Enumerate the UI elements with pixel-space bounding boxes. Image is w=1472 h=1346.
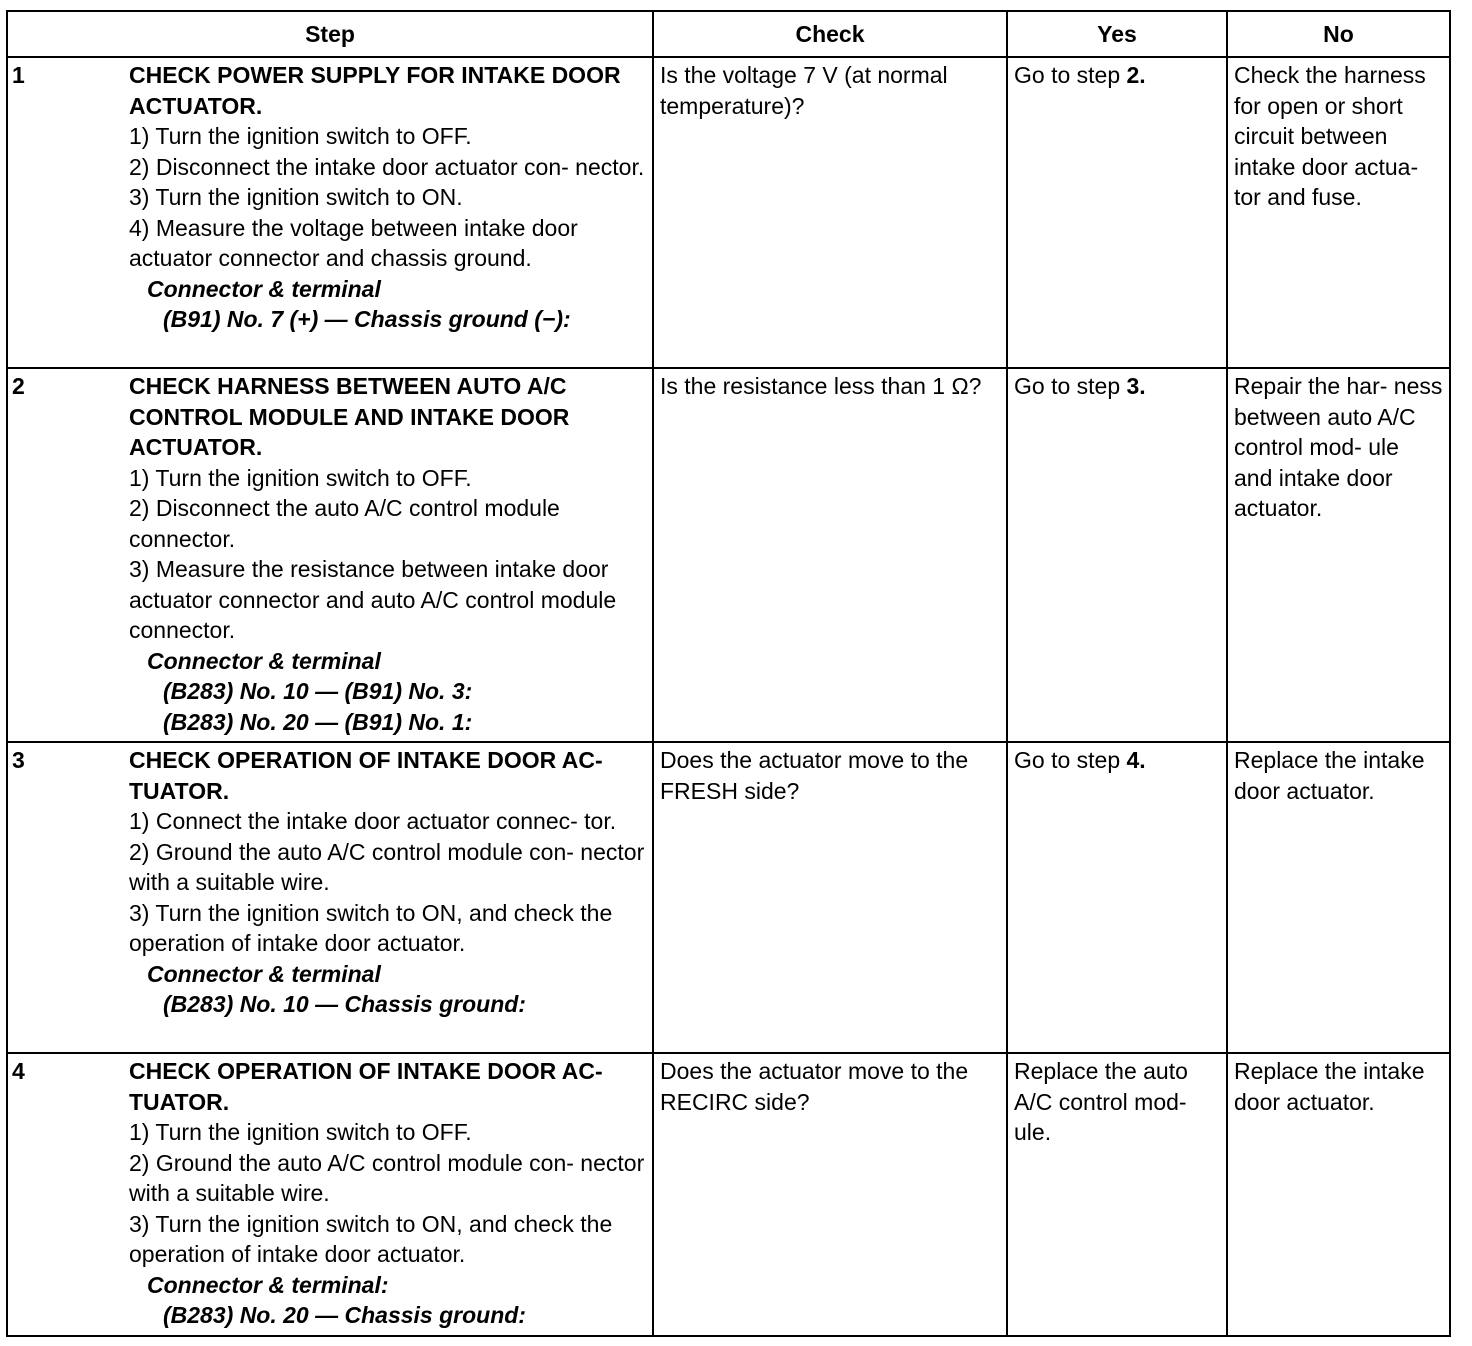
yes-cell <box>1007 368 1227 742</box>
yes-text: Go to step <box>1014 373 1127 399</box>
yes-text: Go to step <box>1014 747 1127 773</box>
yes-text: Replace the auto A/C control mod- ule. <box>1014 1058 1188 1145</box>
header-yes: Yes <box>1007 11 1227 57</box>
no-cell: Replace the intake door actuator. <box>1227 742 1450 1053</box>
yes-cell <box>1007 1053 1227 1336</box>
step-instruction: 3) Turn the ignition switch to ON, and check the operation of intake door actuator. <box>129 899 613 956</box>
step-heading: CHECK OPERATION OF INTAKE DOOR AC- TUATOR. <box>129 1058 603 1115</box>
check-cell: Is the resistance less than 1 Ω? <box>653 368 1007 742</box>
step-instruction: 2) Disconnect the intake door actuator con- nector. <box>129 153 645 180</box>
check-cell: Does the actuator move to the FRESH side? <box>653 742 1007 1053</box>
check-cell: Does the actuator move to the RECIRC side? <box>653 1053 1007 1336</box>
yes-cell <box>1007 57 1227 368</box>
step-instruction: 2) Disconnect the auto A/C control module connector. <box>129 495 560 552</box>
yes-text: Go to step <box>1014 62 1127 88</box>
diagnostic-table <box>6 10 1451 1337</box>
step-cell <box>127 368 653 742</box>
no-cell: Repair the har- ness between auto A/C control mod- ule and intake door actuator. <box>1227 368 1450 742</box>
connector-value: (B283) No. 20 — (B91) No. 1: <box>163 708 473 735</box>
step-instruction: 1) Turn the ignition switch to OFF. <box>129 464 472 491</box>
step-cell <box>127 1053 653 1336</box>
step-heading: CHECK HARNESS BETWEEN AUTO A/C CONTROL MODULE AND INTAKE DOOR ACTUATOR. <box>129 373 570 460</box>
yes-step-number: 4. <box>1126 747 1146 773</box>
connector-label: Connector & terminal: <box>147 1271 389 1298</box>
header-no: No <box>1227 11 1450 57</box>
step-number: 3 <box>7 742 127 1053</box>
connector-label: Connector & terminal <box>147 647 381 674</box>
header-step: Step <box>7 11 653 57</box>
connector-value: (B283) No. 20 — Chassis ground: <box>163 1302 526 1328</box>
step-heading: CHECK POWER SUPPLY FOR INTAKE DOOR ACTUATOR. <box>129 62 621 119</box>
step-instruction: 1) Connect the intake door actuator connec- tor. <box>129 808 617 834</box>
table-row <box>7 1053 1450 1336</box>
connector-value: (B91) No. 7 (+) — Chassis ground (−): <box>163 306 571 332</box>
header-row <box>7 11 1450 57</box>
no-cell: Replace the intake door actuator. <box>1227 1053 1450 1336</box>
step-cell <box>127 57 653 368</box>
step-instruction: 2) Ground the auto A/C control module con- nector with a suitable wire. <box>129 1149 645 1206</box>
table-row <box>7 742 1450 1053</box>
yes-step-number: 3. <box>1126 373 1146 399</box>
step-instruction: 4) Measure the voltage between intake door actuator connector and chassis ground. <box>129 214 578 271</box>
no-cell: Check the harness for open or short circuit between intake door actua- tor and fuse. <box>1227 57 1450 368</box>
step-instruction: 2) Ground the auto A/C control module con- nector with a suitable wire. <box>129 838 645 895</box>
step-number: 4 <box>7 1053 127 1336</box>
step-instruction: 3) Turn the ignition switch to ON, and check the operation of intake door actuator. <box>129 1210 613 1267</box>
step-instruction: 1) Turn the ignition switch to OFF. <box>129 1119 472 1145</box>
table-row <box>7 57 1450 368</box>
table-row <box>7 368 1450 742</box>
step-instruction: 1) Turn the ignition switch to OFF. <box>129 123 472 149</box>
diagnostic-procedure-document <box>6 10 1449 1332</box>
header-check: Check <box>653 11 1007 57</box>
step-instruction: 3) Measure the resistance between intake door actuator connector and auto A/C control module connector. <box>129 556 617 643</box>
connector-value: (B283) No. 10 — Chassis ground: <box>163 991 526 1017</box>
step-number: 1 <box>7 57 127 368</box>
yes-cell <box>1007 742 1227 1053</box>
step-number: 2 <box>7 368 127 742</box>
step-cell <box>127 742 653 1053</box>
check-cell: Is the voltage 7 V (at normal temperature)? <box>653 57 1007 368</box>
connector-value: (B283) No. 10 — (B91) No. 3: <box>163 678 473 704</box>
yes-step-number: 2. <box>1126 62 1146 88</box>
step-heading: CHECK OPERATION OF INTAKE DOOR AC- TUATOR. <box>129 747 603 804</box>
connector-label: Connector & terminal <box>147 960 381 987</box>
step-instruction: 3) Turn the ignition switch to ON. <box>129 184 463 210</box>
connector-label: Connector & terminal <box>147 275 381 302</box>
